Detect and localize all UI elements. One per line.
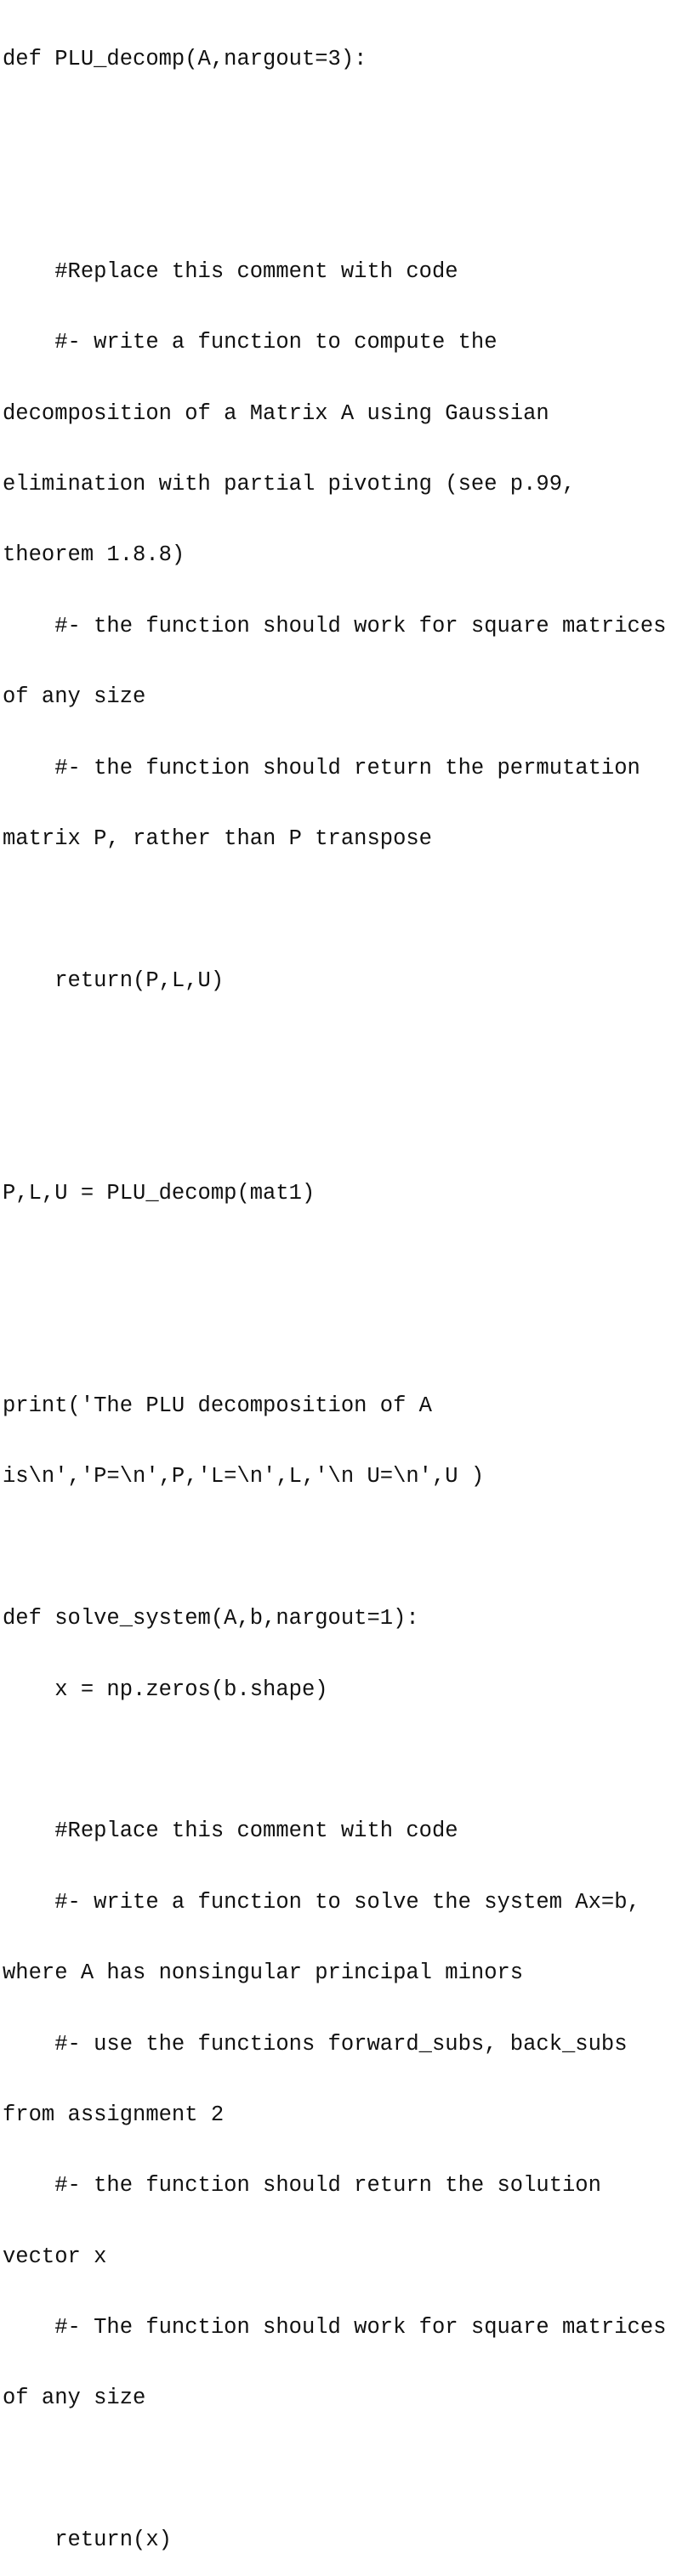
code-line: #- use the functions forward_subs, back_subs	[3, 2031, 628, 2057]
code-line: def PLU_decomp(A,nargout=3):	[3, 46, 367, 71]
code-line	[3, 2458, 688, 2482]
code-line: #- write a function to solve the system Ax=b,	[3, 1889, 640, 1915]
code-line	[3, 1536, 688, 1560]
code-line: is\n','P=\n',P,'L=\n',L,'\n U=\n',U )	[3, 1464, 485, 1489]
code-line: print('The PLU decomposition of A	[3, 1393, 432, 1419]
code-line: #- the function should work for square matrices	[3, 613, 667, 638]
code-line: def solve_system(A,b,nargout=1):	[3, 1606, 419, 1631]
code-line	[3, 118, 688, 142]
code-line: x = np.zeros(b.shape)	[3, 1677, 328, 1702]
code-line: #Replace this comment with code	[3, 258, 458, 284]
code-line: #- write a function to compute the	[3, 330, 498, 355]
code-line	[3, 1749, 688, 1773]
code-line: return(P,L,U)	[3, 967, 225, 993]
code-line: matrix P, rather than P transpose	[3, 826, 432, 851]
code-line: elimination with partial pivoting (see p.99,	[3, 471, 576, 496]
code-line	[3, 189, 688, 213]
code-line	[3, 1252, 688, 1276]
code-line: P,L,U = PLU_decomp(mat1)	[3, 1180, 316, 1206]
code-line	[3, 898, 688, 922]
code-line	[3, 1110, 688, 1134]
code-line: of any size	[3, 684, 146, 710]
code-line	[3, 1324, 688, 1348]
code-line: decomposition of a Matrix A using Gaussian	[3, 400, 549, 426]
code-line: #- The function should work for square matrices	[3, 2315, 667, 2341]
code-line: from assignment 2	[3, 2102, 225, 2127]
code-line: #- the function should return the solution	[3, 2173, 601, 2199]
code-line: #- the function should return the permutation	[3, 755, 640, 780]
code-line: #Replace this comment with code	[3, 1819, 458, 1844]
code-line	[3, 1040, 688, 1064]
code-line: return(x)	[3, 2528, 172, 2553]
code-line: of any size	[3, 2386, 146, 2411]
code-line: where A has nonsingular principal minors	[3, 1960, 524, 1986]
code-line: theorem 1.8.8)	[3, 542, 185, 568]
code-line: vector x	[3, 2244, 107, 2269]
